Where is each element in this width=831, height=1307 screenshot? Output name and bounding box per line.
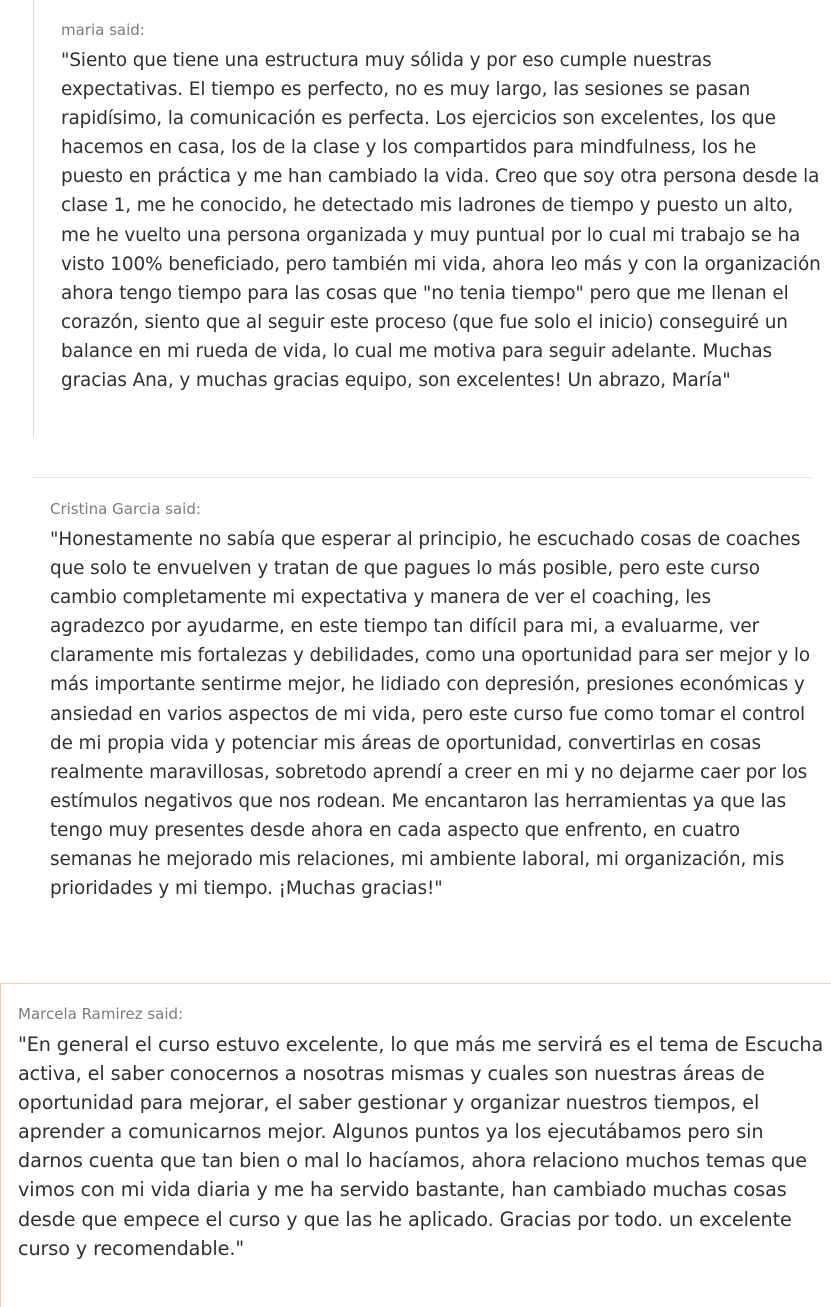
testimonial-quote: "Honestamente no sabía que esperar al principio, he escuchado cosas de coaches que solo te envuelven y tratan de que pagues lo más posible, pero este curso cambio completamente mi expectativa y manera de ver el coaching, les agradezco por ayudarme, en este tiempo tan difícil para mi, a evaluarme, ver claramente mis fortalezas y debilidades, como una oportunidad para ser mejor y lo más importante sentirme mejor, he lidiado con depresión, presiones económicas y ansiedad en varios aspectos de mi vida, pero este curso fue como tomar el control de mi propia vida y potenciar mis áreas de oportunidad, convertirlas en cosas realmente maravillosas, sobretodo aprendí a creer en mi y no dejarme caer por los estímulos negativos que nos rodean. Me encantaron las herramientas ya que las tengo muy presentes desde ahora en cada aspecto que enfrento, en cuatro semanas he mejorado mis relaciones, mi ambiente laboral, mi organización, mis prioridades y mi tiempo. ¡Muchas gracias!" bbox=[50, 529, 811, 900]
testimonial-author: maria said: bbox=[61, 21, 145, 39]
testimonial-marcela-ramirez bbox=[0, 983, 831, 1307]
testimonial-cristina-garcia bbox=[33, 477, 811, 947]
testimonial-maria bbox=[33, 0, 831, 437]
testimonial-quote: "Siento que tiene una estructura muy sólida y por eso cumple nuestras expectativas. El tiempo es perfecto, no es muy largo, las sesiones se pasan rapidísimo, la comunicación es perfecta. Los ejercicios son excelentes, los que hacemos en casa, los de la clase y los compartidos para mindfulness, los he puesto en práctica y me han cambiado la vida. Creo que soy otra persona desde la clase 1, me he conocido, he detectado mis ladrones de tiempo y puesto un alto, me he vuelto una persona organizada y muy puntual por lo cual mi trabajo se ha visto 100% beneficiado, pero también mi vida, ahora leo más y con la organización ahora tengo tiempo para las cosas que "no tenia tiempo" pero que me llenan el corazón, siento que al seguir este proceso (que fue solo el inicio) conseguiré un balance en mi rueda de vida, lo cual me motiva para seguir adelante. Muchas gracias Ana, y muchas gracias equipo, son excelentes! Un abrazo, María" bbox=[61, 50, 821, 392]
testimonial-quote: "En general el curso estuvo excelente, lo que más me servirá es el tema de Escucha activa, el saber conocernos a nosotras mismas y cuales son nuestras áreas de oportunidad para mejorar, el saber gestionar y organizar nuestros tiempos, el aprender a comunicarnos mejor. Algunos puntos ya los ejecutábamos pero sin darnos cuenta que tan bien o mal lo hacíamos, ahora relaciono muchos temas que vimos con mi vida diaria y me ha servido bastante, han cambiado muchas cosas desde que empece el curso y que las he aplicado. Gracias por todo. un excelente curso y recomendable." bbox=[18, 1033, 824, 1260]
testimonial-author: Cristina Garcia said: bbox=[50, 500, 201, 518]
testimonial-author: Marcela Ramirez said: bbox=[18, 1005, 184, 1023]
